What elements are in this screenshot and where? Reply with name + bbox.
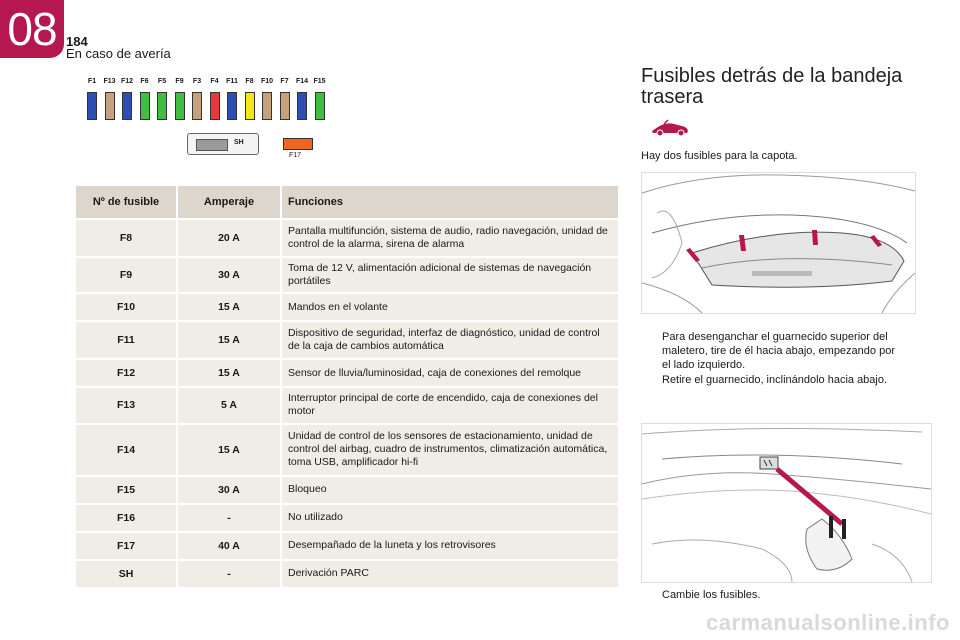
fuse-number-cell: F13 xyxy=(76,386,178,422)
amperage-cell: - xyxy=(178,503,282,531)
function-cell: No utilizado xyxy=(282,503,620,531)
fuse-label: F10 xyxy=(260,78,274,85)
function-cell: Derivación PARC xyxy=(282,559,620,587)
header-amperage: Amperaje xyxy=(178,186,282,218)
fuse-number-cell: F17 xyxy=(76,531,178,559)
fuse-label: F15 xyxy=(313,78,326,85)
fuse-number-cell: F14 xyxy=(76,423,178,475)
fuse-label: F14 xyxy=(295,78,309,85)
fuse-label: F1 xyxy=(87,78,97,85)
convertible-car-icon xyxy=(650,118,690,138)
function-cell: Unidad de control de los sensores de estacionamiento, unidad de control del airbag, cuadro de instrumentos, climatización automática, toma USB, amplificador hi-fi xyxy=(282,423,620,475)
fuse-number-cell: F11 xyxy=(76,320,178,358)
fuse-label: F11 xyxy=(226,78,238,85)
section-title: En caso de avería xyxy=(66,46,171,61)
fuse-label: F5 xyxy=(157,78,167,85)
fuse-number-cell: F10 xyxy=(76,292,178,320)
amperage-cell: 30 A xyxy=(178,256,282,292)
table-row xyxy=(76,386,620,422)
amperage-cell: 15 A xyxy=(178,423,282,475)
instruction-bullet xyxy=(643,588,905,602)
amperage-cell: - xyxy=(178,559,282,587)
sh-shunt xyxy=(196,139,228,151)
fuse-label: F7 xyxy=(280,78,289,85)
chapter-tab: 08 xyxy=(0,0,64,58)
amperage-cell: 15 A xyxy=(178,292,282,320)
fuse-f6 xyxy=(140,92,150,120)
table-row xyxy=(76,256,620,292)
fuse-label: F4 xyxy=(210,78,219,85)
sh-fuse-slot xyxy=(187,133,259,155)
f17-label: F17 xyxy=(289,152,302,159)
fuse-label: F9 xyxy=(175,78,184,85)
instruction-bullet xyxy=(643,373,905,387)
table-row xyxy=(76,292,620,320)
fuse-f12 xyxy=(122,92,132,120)
fuse-label: F12 xyxy=(120,78,134,85)
header-functions: Funciones xyxy=(282,186,620,218)
amperage-cell: 20 A xyxy=(178,218,282,256)
f17-fuse xyxy=(283,138,313,150)
fuse-f11 xyxy=(227,92,237,120)
amperage-cell: 15 A xyxy=(178,358,282,386)
table-row xyxy=(76,475,620,503)
fuse-number-cell: F9 xyxy=(76,256,178,292)
fuse-f8 xyxy=(245,92,255,120)
fuse-f13 xyxy=(105,92,115,120)
fuse-f4 xyxy=(210,92,220,120)
instruction-text: Para desenganchar el guarnecido superior del maletero, tire de él hacia abajo, empezando por el lado izquierdo. xyxy=(662,331,895,371)
fuse-number-cell: F16 xyxy=(76,503,178,531)
fuse-f15 xyxy=(315,92,325,120)
instruction-text: Cambie los fusibles. xyxy=(662,589,761,601)
table-row xyxy=(76,503,620,531)
amperage-cell: 15 A xyxy=(178,320,282,358)
function-cell: Interruptor principal de corte de encendido, caja de conexiones del motor xyxy=(282,386,620,422)
table-header-row xyxy=(76,186,620,218)
sh-label: SH xyxy=(234,139,244,146)
fuse-f7 xyxy=(280,92,290,120)
table-row xyxy=(76,358,620,386)
function-cell: Bloqueo xyxy=(282,475,620,503)
table-row xyxy=(76,218,620,256)
fuse-location-illustration xyxy=(641,423,932,583)
fuse-label: F3 xyxy=(192,78,202,85)
function-cell: Dispositivo de seguridad, interfaz de diagnóstico, unidad de control de la caja de cambios automática xyxy=(282,320,620,358)
function-cell: Mandos en el volante xyxy=(282,292,620,320)
fuse-number-cell: F8 xyxy=(76,218,178,256)
fuse-label: F6 xyxy=(140,78,149,85)
fuse-f9 xyxy=(175,92,185,120)
fuse-f1 xyxy=(87,92,97,120)
rear-shelf-trim-illustration xyxy=(641,172,916,314)
fuse-label: F8 xyxy=(245,78,254,85)
fuse-f10 xyxy=(262,92,272,120)
fuse-number-cell: F15 xyxy=(76,475,178,503)
table-row xyxy=(76,320,620,358)
table-row xyxy=(76,423,620,475)
amperage-cell: 30 A xyxy=(178,475,282,503)
page-number: 184 xyxy=(66,34,88,49)
function-cell: Sensor de lluvia/luminosidad, caja de conexiones del remolque xyxy=(282,358,620,386)
amperage-cell: 5 A xyxy=(178,386,282,422)
table-row xyxy=(76,531,620,559)
section-heading: Fusibles detrás de la bandeja trasera xyxy=(641,65,903,108)
fuse-number-cell: F12 xyxy=(76,358,178,386)
watermark: carmanualsonline.info xyxy=(706,610,950,635)
fuse-number-cell: SH xyxy=(76,559,178,587)
instruction-text: Retire el guarnecido, inclinándolo hacia abajo. xyxy=(662,374,888,386)
table-row xyxy=(76,559,620,587)
header-fuse-number: Nº de fusible xyxy=(76,186,178,218)
amperage-cell: 40 A xyxy=(178,531,282,559)
intro-text: Hay dos fusibles para la capota. xyxy=(641,150,798,162)
function-cell: Toma de 12 V, alimentación adicional de sistemas de navegación portátiles xyxy=(282,256,620,292)
function-cell: Pantalla multifunción, sistema de audio, radio navegación, unidad de control de la alarma, sirena de alarma xyxy=(282,218,620,256)
fuse-label: F13 xyxy=(103,78,116,85)
function-cell: Desempañado de la luneta y los retrovisores xyxy=(282,531,620,559)
instruction-bullet xyxy=(643,330,905,372)
fuse-table xyxy=(76,186,620,587)
fuse-f3 xyxy=(192,92,202,120)
fuse-f14 xyxy=(297,92,307,120)
fuse-f5 xyxy=(157,92,167,120)
